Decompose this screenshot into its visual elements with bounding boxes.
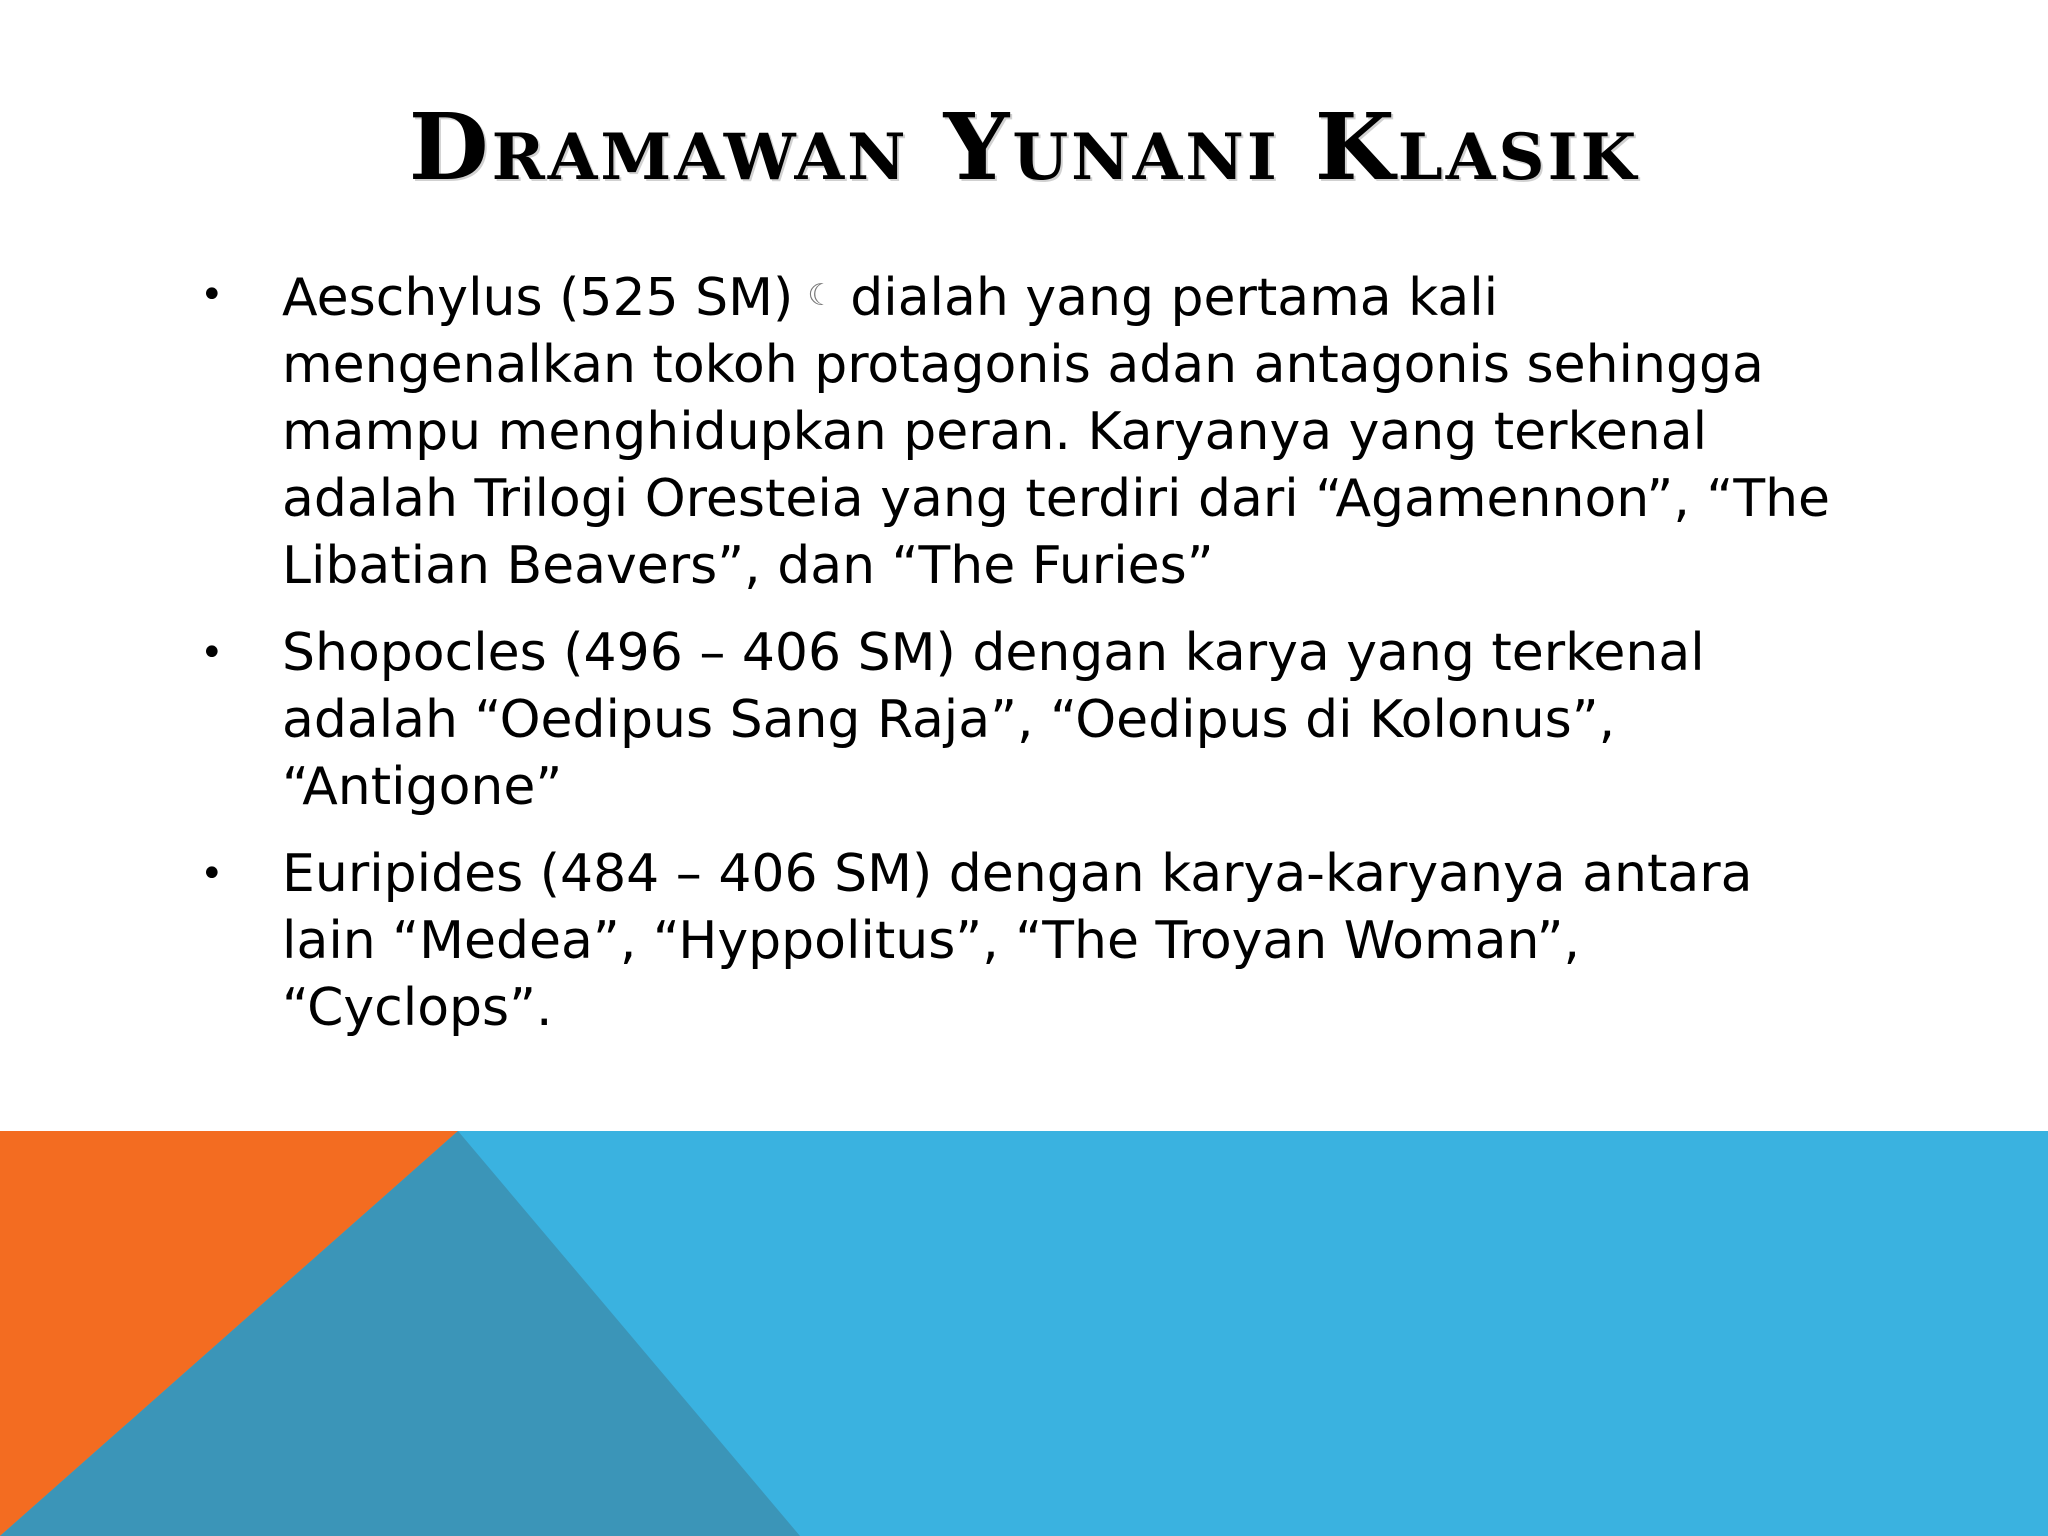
bullet-text: Euripides (484 – 406 SM) dengan karya-karyanya antara lain “Medea”, “Hyppolitus”, “The Troyan Woman”, “Cyclops”. <box>282 844 1753 1038</box>
decorative-footer-shapes <box>0 1131 2048 1536</box>
bullet-list <box>200 262 1860 1062</box>
bullet-text: Shopocles (496 – 406 SM) dengan karya yang terkenal adalah “Oedipus Sang Raja”, “Oedipus di Kolonus”, “Antigone” <box>282 623 1705 817</box>
bullet-text-part: Aeschylus (525 SM) <box>282 268 794 328</box>
list-item <box>200 262 1860 600</box>
crescent-moon-icon: ☾ <box>807 278 835 313</box>
bullet-icon: • <box>200 630 224 676</box>
bullet-text-part: dialah yang pertama kali mengenalkan tokoh protagonis adan antagonis sehingga mampu menghidupkan peran. Karyanya yang terkenal adalah Trilogi Oresteia yang terdiri dari “Agamennon”, “The Libatian Beavers”, dan “The Furies” <box>282 268 1831 596</box>
list-item <box>200 620 1860 821</box>
slide-title: Dramawan Yunani Klasik <box>408 93 1640 201</box>
bullet-icon: • <box>200 272 224 318</box>
list-item <box>200 841 1860 1042</box>
bullet-icon: • <box>200 851 224 897</box>
